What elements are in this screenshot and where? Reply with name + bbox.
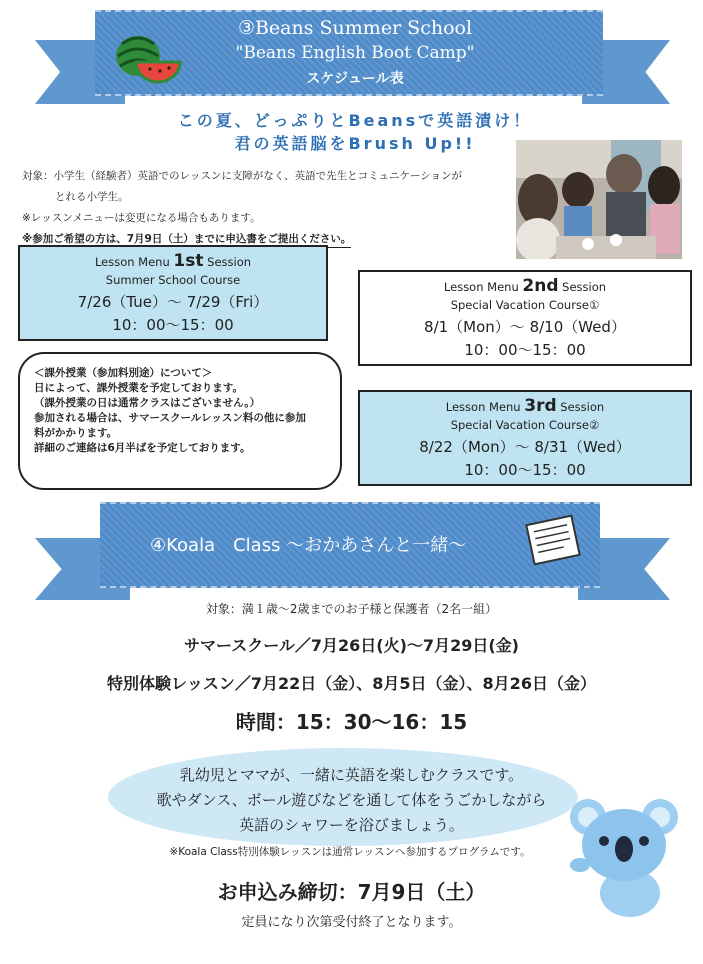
session-1-heading	[20, 251, 326, 271]
target-note-2: とれる小学生。	[55, 191, 129, 203]
extra-class-line-3: （課外授業の日は通常クラスはございません。）	[34, 397, 261, 409]
session-1-course: Summer School Course	[105, 273, 241, 287]
boot-camp-title: "Beans English Boot Camp"	[235, 43, 475, 63]
session-3-prefix: Lesson Menu	[445, 400, 525, 414]
extra-class-line-6: 詳細のご連絡は6月半ばを予定しております。	[34, 442, 251, 454]
schedule-title: スケジュール表	[306, 71, 404, 87]
session-3-suffix: Session	[556, 400, 605, 414]
menu-change-note: ※レッスンメニューは変更になる場合もあります。	[22, 212, 261, 224]
session-3-heading	[360, 396, 690, 416]
extra-class-box	[18, 352, 342, 490]
session-2-course: Special Vacation Course①	[450, 298, 600, 312]
session-3-number: 3rd	[524, 396, 557, 416]
koala-class-title: ④Koala Class ～おかあさんと一緒～	[150, 535, 467, 556]
extra-class-line-1: ＜課外授業（参加料別途）について＞	[34, 367, 213, 379]
target-note-1: 対象：小学生（経験者）英語でのレッスンに支障がなく、英語で先生とコミュニケーションが	[22, 170, 463, 182]
session-3-course: Special Vacation Course②	[450, 418, 600, 432]
koala-desc-3: 英語のシャワーを浴びましょう。	[239, 816, 464, 834]
session-3-time: 10：00～15：00	[464, 461, 586, 479]
session-2-time: 10：00～15：00	[464, 341, 586, 359]
summer-school-title: ③Beans Summer School	[237, 17, 473, 39]
headline-1: この夏、どっぷりとBeansで英語漬け！	[177, 111, 533, 130]
session-3-box	[358, 390, 692, 486]
session-1-suffix: Session	[203, 255, 252, 269]
session-3-dates: 8/22（Mon）～ 8/31（Wed）	[419, 438, 631, 456]
application-deadline: お申込み締切：7月9日（土）	[217, 880, 486, 904]
session-1-box	[18, 245, 328, 341]
capacity-note: 定員になり次第受付終了となります。	[241, 915, 462, 930]
session-2-dates: 8/1（Mon）～ 8/10（Wed）	[424, 318, 626, 336]
session-1-number: 1st	[173, 251, 204, 271]
koala-target: 対象：満１歳～2歳までのお子様と保護者（2名一組）	[205, 602, 498, 616]
watermelon-icon	[108, 30, 184, 86]
extra-class-line-2: 日によって、課外授業を予定しております。	[34, 382, 243, 394]
koala-desc-2: 歌やダンス、ボール遊びなどを通して体をうごかしながら	[156, 791, 547, 809]
koala-desc-1: 乳幼児とママが、一緒に英語を楽しむクラスです。	[179, 766, 524, 784]
koala-summer-school: サマースクール／7月26日(火)～7月29日(金)	[184, 636, 519, 655]
koala-trial-lesson: 特別体験レッスン／7月22日（金）、8月5日（金）、8月26日（金）	[107, 674, 596, 693]
session-1-prefix: Lesson Menu	[94, 255, 174, 269]
headline-2: 君の英語脳をBrush Up!!	[234, 134, 476, 153]
koala-class-note: ※Koala Class特別体験レッスンは通常レッスンへ参加するプログラムです。	[169, 846, 531, 858]
session-2-heading	[360, 276, 690, 296]
koala-icon	[560, 795, 685, 920]
deadline-note: ※参加ご希望の方は、7月9日（土）までに申込書をご提出ください。	[22, 231, 351, 248]
session-2-prefix: Lesson Menu	[443, 280, 523, 294]
session-1-time: 10：00～15：00	[112, 316, 234, 334]
extra-class-line-5: 料がかかります。	[34, 427, 118, 439]
session-2-number: 2nd	[522, 276, 559, 296]
koala-time: 時間：15：30～16：15	[235, 710, 468, 734]
notepad-icon	[522, 514, 584, 566]
extra-class-line-4: 参加される場合は、サマースクールレッスン料の他に参加	[34, 412, 306, 424]
classroom-photo	[516, 140, 682, 259]
session-2-box	[358, 270, 692, 366]
session-1-dates: 7/26（Tue）～ 7/29（Fri）	[77, 293, 269, 311]
session-2-suffix: Session	[558, 280, 607, 294]
